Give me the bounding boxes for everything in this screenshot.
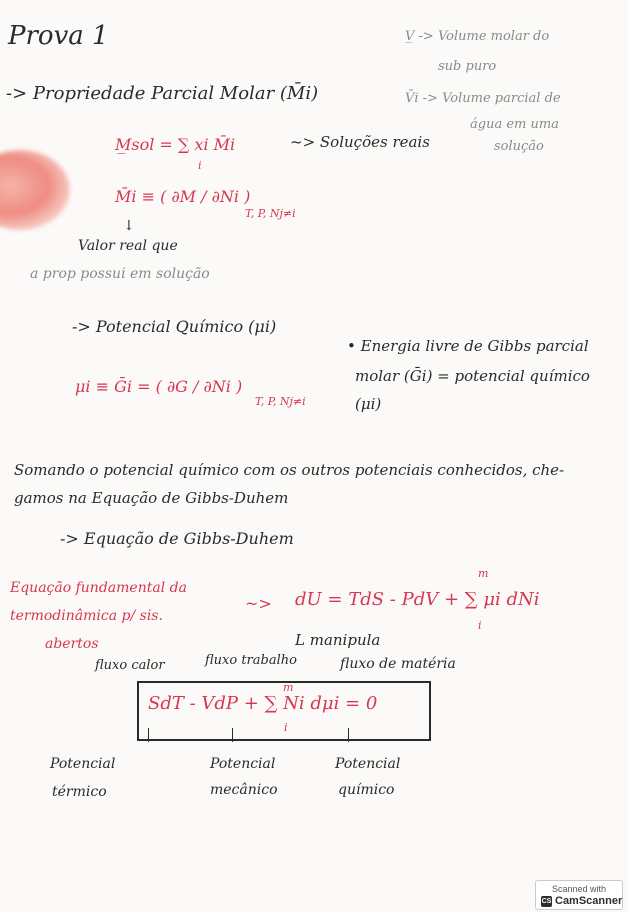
fundamental-formula: dU = TdS - PdV + ∑ μi dNi [295, 589, 540, 610]
side-note-v-line2: sub puro [438, 59, 497, 74]
section1-sum-index: i [198, 159, 202, 172]
down-arrow-icon: ↓ [123, 218, 135, 234]
section2-heading: -> Potencial Químico (μi) [72, 317, 277, 336]
fundamental-sum-bottom: i [478, 619, 482, 632]
pot-termico-line2: térmico [52, 784, 107, 800]
page-title: Prova 1 [8, 21, 109, 51]
paragraph-line2: gamos na Equação de Gibbs-Duhem [14, 489, 289, 507]
gibbs-duhem-sum-top: m [283, 681, 294, 694]
section2-formula: μi ≡ Ḡi = ( ∂G / ∂Ni ) [75, 377, 243, 396]
section1-note-line1: Valor real que [78, 238, 178, 254]
camscanner-badge [535, 880, 623, 910]
label-fluxo-trabalho: fluxo trabalho [205, 653, 297, 668]
fundamental-sum-top: m [478, 567, 489, 580]
section2-formula-subscript: T, P, Nj≠i [255, 395, 306, 408]
pot-mecanico-line2: mecânico [210, 782, 278, 798]
manipula-note: L manipula [295, 631, 381, 649]
pot-termico-line1: Potencial [50, 756, 116, 772]
side-note-vi-line2: água em uma [470, 117, 559, 132]
side-note-vi-line3: solução [494, 139, 544, 154]
section1-sum-note: ~> Soluções reais [290, 133, 430, 151]
section3-heading: -> Equação de Gibbs-Duhem [60, 529, 294, 548]
section2-bullet-line3: (μi) [355, 395, 382, 413]
section2-bullet-line2: molar (Ḡi) = potencial químico [355, 367, 590, 385]
pot-mecanico-line1: Potencial [210, 756, 276, 772]
camscanner-caption: Scanned with [551, 884, 607, 894]
section1-note-line2: a prop possui em solução [30, 266, 210, 282]
camscanner-logo-icon: CS [541, 898, 552, 905]
side-note-vi-line1: V̄i -> Volume parcial de [405, 91, 561, 106]
section1-sum-formula: M̲sol = ∑ xi M̄i [115, 135, 236, 154]
pot-quimico-line2: químico [338, 782, 395, 798]
paragraph-line1: Somando o potencial químico com os outros potenciais conhecidos, che- [14, 461, 565, 479]
gibbs-duhem-formula: SdT - VdP + ∑ Ni dμi = 0 [148, 693, 378, 714]
fundamental-line3: abertos [45, 636, 99, 652]
label-fluxo-materia: fluxo de matéria [340, 656, 456, 672]
section2-bullet-line1: • Energia livre de Gibbs parcial [347, 337, 589, 355]
gibbs-duhem-sum-bottom: i [284, 721, 288, 734]
fundamental-arrow: ~> [245, 594, 272, 613]
fundamental-line1: Equação fundamental da [10, 580, 187, 596]
fundamental-line2: termodinâmica p/ sis. [10, 608, 163, 624]
camscanner-name: CamScanner [555, 895, 623, 907]
side-note-v-line1: V̲ -> Volume molar do [405, 29, 550, 44]
pointer-quimico [348, 728, 349, 742]
pointer-mecanico [232, 728, 233, 742]
pot-quimico-line1: Potencial [335, 756, 401, 772]
section1-partial-formula: M̄i ≡ ( ∂M / ∂Ni ) [115, 187, 251, 206]
section1-partial-subscript: T, P, Nj≠i [245, 207, 296, 220]
section1-heading: -> Propriedade Parcial Molar (M̄i) [6, 83, 319, 104]
finger-shadow [0, 150, 70, 230]
label-fluxo-calor: fluxo calor [95, 658, 165, 673]
pointer-termico [148, 728, 149, 742]
